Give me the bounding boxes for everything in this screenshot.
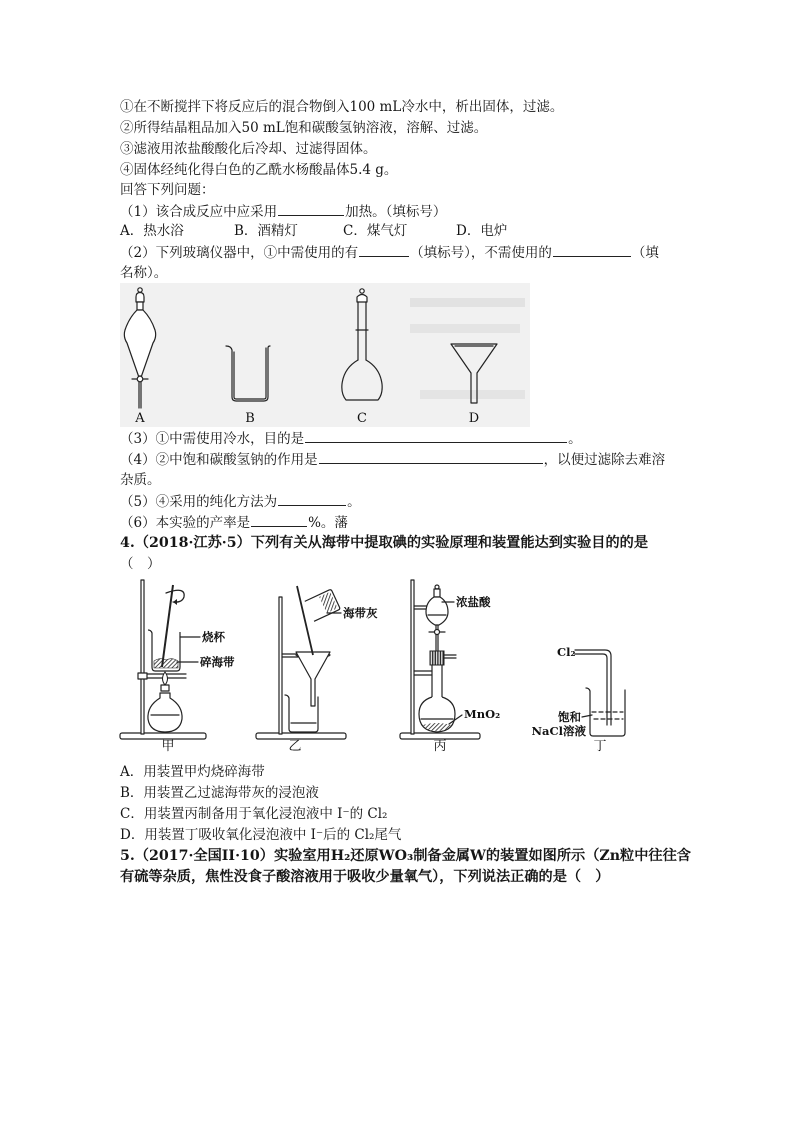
problem-4-option-d: D．用装置丁吸收氧化浸泡液中 I⁻后的 Cl₂尾气	[120, 827, 402, 843]
question-6	[120, 513, 348, 531]
ghost-text	[410, 298, 525, 307]
procedure-step-4: ④固体经纯化得白色的乙酰水杨酸晶体5.4 g。	[120, 162, 398, 178]
flask-neck	[432, 665, 442, 697]
separatory-funnel-body	[426, 597, 448, 625]
question-6-tail: %。藩	[308, 515, 348, 531]
figure-label-c: C	[357, 411, 367, 426]
label-cl2: Cl₂	[557, 645, 576, 659]
ghost-text	[410, 324, 520, 333]
stir-arrow	[166, 590, 184, 602]
question-prompt: 回答下列问题：	[120, 182, 215, 198]
figure-label-a: A	[135, 411, 145, 426]
label-seaweed: 碎海带	[200, 655, 235, 669]
lamp-wick-holder	[161, 685, 169, 691]
answer-blank	[359, 243, 409, 257]
glassware-figure	[120, 280, 680, 430]
figure-label-b: B	[245, 411, 255, 426]
answer-blank	[278, 492, 346, 506]
question-1-tail: 加热。（填标号）	[345, 204, 447, 220]
answer-blank	[319, 450, 543, 464]
apparatus-name-yi: 乙	[288, 739, 302, 754]
question-2-text-end: （填	[631, 245, 659, 261]
stir-arrowhead	[173, 599, 177, 605]
problem-4-stem: 4.（2018·江苏·5）下列有关从海带中提取碘的实验原理和装置能达到实验目的的是	[120, 535, 649, 551]
problem-4-option-b: B．用装置乙过滤海带灰的浸泡液	[120, 785, 319, 801]
option-c: C．煤气灯	[343, 223, 408, 239]
problem-5-stem-line-1: 5.（2017·全国II·10）实验室用H₂还原WO₃制备金属W的装置如图所示（Zn粒中往往含	[120, 848, 691, 864]
glass-rod	[297, 586, 313, 655]
apparatus-figure	[120, 575, 680, 760]
question-5-tail: 。	[347, 494, 361, 510]
question-2-text-mid: （填标号），不需使用的	[410, 245, 552, 261]
apparatus-yi	[256, 586, 378, 754]
question-1	[120, 202, 446, 220]
ring-clamp	[138, 673, 147, 679]
question-4-tail: ，以便过滤除去难溶	[543, 452, 666, 468]
side-tube	[444, 655, 456, 658]
question-2	[120, 243, 659, 261]
problem-4-option-a: A．用装置甲灼烧碎海带	[120, 764, 265, 780]
rubber-stopper	[430, 651, 444, 665]
stand-rod	[411, 580, 414, 734]
answer-blank	[251, 513, 307, 527]
question-5-text: （5）④采用的纯化方法为	[120, 494, 278, 510]
alcohol-lamp	[148, 693, 182, 732]
question-3-text: （3）①中需使用冷水，目的是	[120, 431, 305, 447]
answer-blank	[278, 202, 344, 216]
flame	[163, 672, 168, 685]
question-3-tail: 。	[568, 431, 582, 447]
question-1-options	[120, 222, 680, 240]
question-2-continued: 名称）。	[120, 265, 168, 281]
label-conc-hcl: 浓盐酸	[456, 595, 491, 609]
seaweed-pieces	[154, 659, 178, 668]
answer-blank	[305, 429, 567, 443]
question-3	[120, 429, 582, 447]
question-2-text: （2）下列玻璃仪器中，①中需使用的有	[120, 245, 359, 261]
question-6-text: （6）本实验的产率是	[120, 515, 251, 531]
procedure-step-1: ①在不断搅拌下将反应后的混合物倒入100 mL冷水中，析出固体，过滤。	[120, 99, 564, 115]
apparatus-ding	[532, 645, 625, 754]
question-4-text: （4）②中饱和碳酸氢钠的作用是	[120, 452, 318, 468]
question-4	[120, 450, 665, 468]
label-seaweed-ash: 海带灰	[343, 606, 378, 620]
filter-funnel	[296, 652, 330, 706]
answer-blank	[553, 243, 631, 257]
label-nacl-solution: NaCl溶液	[531, 724, 586, 738]
question-5	[120, 492, 361, 510]
stopcock-key	[435, 630, 440, 635]
label-beaker: 烧杯	[202, 630, 225, 644]
option-d: D．电炉	[456, 223, 508, 239]
funnel-clamp	[414, 606, 427, 609]
label-mno2: MnO₂	[464, 707, 501, 721]
stopper-knob	[360, 289, 364, 293]
apparatus-jia	[120, 580, 235, 754]
option-b: B．酒精灯	[234, 223, 298, 239]
procedure-step-3: ③滤液用浓盐酸酸化后冷却、过滤得固体。	[120, 141, 377, 157]
funnel-neck	[434, 589, 440, 597]
problem-4-option-c: C．用装置丙制备用于氧化浸泡液中 I⁻的 Cl₂	[120, 806, 388, 822]
stand-rod	[279, 597, 282, 734]
funnel-neck	[137, 302, 143, 310]
problem-4-bracket: （ ）	[120, 556, 161, 572]
label-saturated: 饱和	[558, 710, 581, 724]
pouring-beaker	[305, 589, 341, 621]
stopcock-key	[137, 376, 143, 382]
question-1-text: （1）该合成反应中应采用	[120, 204, 278, 220]
problem-5-stem-line-2: 有硫等杂质，焦性没食子酸溶液用于吸收少量氧气），下列说法正确的是（ ）	[120, 869, 610, 885]
stopper-knob	[138, 288, 142, 292]
procedure-step-2: ②所得结晶粗品加入50 mL饱和碳酸氢钠溶液，溶解、过滤。	[120, 120, 488, 136]
question-4-continued: 杂质。	[120, 472, 161, 488]
apparatus-name-jia: 甲	[161, 739, 175, 754]
stopper	[136, 293, 144, 303]
stopper	[357, 295, 367, 303]
stand-rod	[141, 580, 144, 734]
apparatus-bing	[400, 580, 500, 754]
ghost-text	[420, 390, 525, 399]
option-a: A．热水浴	[120, 223, 184, 239]
flask-clamp	[414, 671, 432, 675]
apparatus-name-ding: 丁	[593, 739, 607, 754]
apparatus-name-bing: 丙	[433, 739, 447, 754]
figure-label-d: D	[468, 411, 480, 426]
